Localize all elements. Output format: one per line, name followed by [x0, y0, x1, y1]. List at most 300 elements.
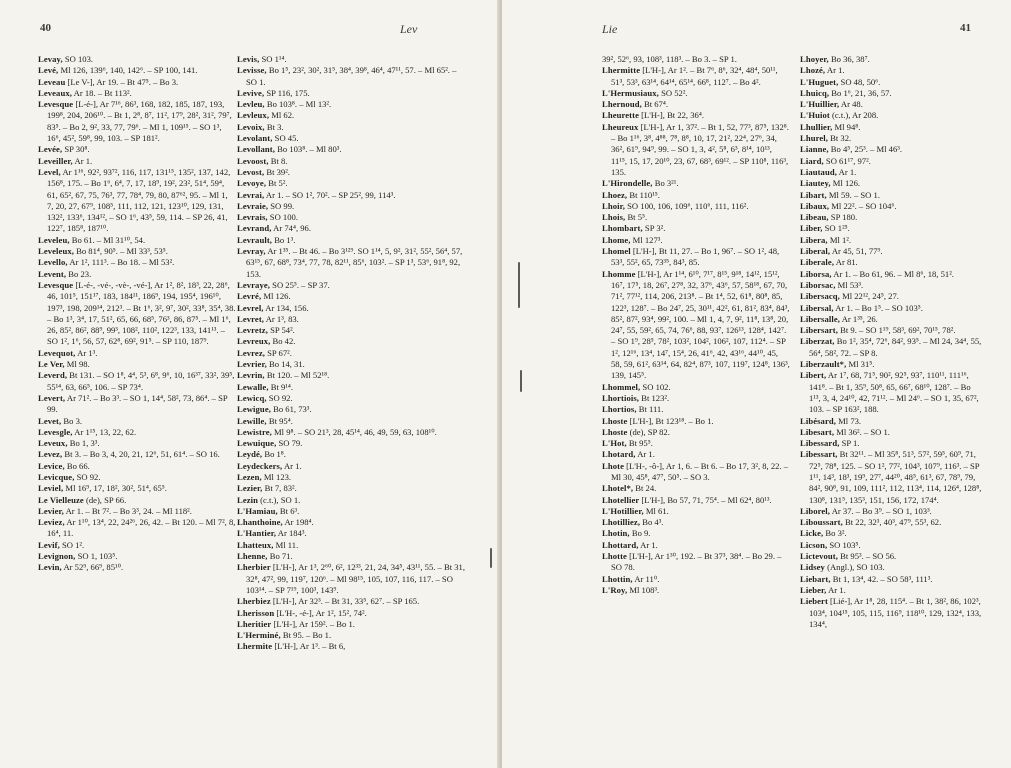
- entry-references: Ml 22². – SO 104⁶.: [829, 200, 897, 211]
- entry-references: [L'H-], Ar 1¹⁴, 6¹⁰, 7¹⁷, 8¹⁵, 9¹⁸, 14¹², 15¹², 16⁷, 17⁵, 18, 26⁷, 27⁸, 32, 37⁶, 43⁶, 57, 58¹⁸, 67, 70, 71², 77¹², 114, 206, 213⁸. – Bt 1⁴, 52, 61⁸, 80⁸, 85, 122³, 128⁷. – Bo 24⁷, 25, 30¹¹, 42², 61, 81², 83⁴, 84³, 85², 87², 93⁴, 99², 100. – Ml 1, 4, 7, 9², 11⁸, 13⁸, 20, 24⁷, 55, 59², 65, 74, 76⁶, 88, 93⁷, 126¹³, 128⁴, 142⁷. – SO 1⁹, 28⁵, 78², 103², 104², 106², 107, 112⁴. – SP 1², 12¹⁶, 13⁴, 14⁷, 15⁴, 26, 41⁶, 42, 43¹⁶, 44¹⁰, 45, 58, 59, 61², 63¹⁴, 64, 82⁴, 87³, 107, 119⁷, 124⁸, 136³, 139, 145⁵.: [611, 268, 790, 381]
- entry-headword: Lhombart,: [602, 223, 643, 234]
- entry-headword: Lhortiois,: [602, 392, 640, 403]
- entry-headword: Lewigue,: [237, 404, 271, 415]
- entry-headword: Levive,: [237, 87, 265, 98]
- entry-references: Ml 108³.: [627, 584, 660, 595]
- entry-references: Ar 1.: [635, 449, 655, 460]
- entry-headword: Lheritier: [237, 618, 272, 629]
- index-entry: [800, 314, 982, 325]
- entry-headword: Libersalle,: [800, 313, 841, 324]
- index-entry: [237, 495, 469, 506]
- entry-headword: Lhoste: [602, 415, 628, 426]
- entry-references: [L'H-], Bt 123¹⁸. – Bo 1.: [627, 415, 714, 426]
- index-entry: [800, 427, 982, 438]
- entry-headword: Levent,: [38, 268, 67, 279]
- margin-mark: [520, 370, 522, 392]
- index-entry: [38, 393, 236, 416]
- entry-headword: Libera,: [800, 234, 828, 245]
- index-entry: [800, 596, 982, 630]
- entry-references: Ar 81.: [834, 257, 858, 268]
- entry-headword: L'Hot,: [602, 438, 627, 449]
- index-entry: [237, 551, 469, 562]
- entry-references: Bt 39².: [264, 166, 290, 177]
- index-entry: [800, 77, 982, 88]
- entry-headword: Lhoez,: [602, 189, 628, 200]
- entry-headword: Liebert: [800, 596, 828, 607]
- index-entry: [237, 133, 469, 144]
- entry-references: [L'H-], Ar 1³, 2⁶⁰, 6², 12³³, 21, 24, 34⁵, 43¹¹, 55. – Bt 31, 32⁸, 47², 99, 119⁷, 120⁶. – Ml 98¹⁵, 105, 107, 116, 117. – SO 103¹⁴. – SP 7¹⁹, 100³, 143⁹.: [246, 562, 466, 595]
- entry-references: Bt 32¹¹. – Ml 35⁸, 51³, 57², 59⁵, 60⁹, 71, 72⁵, 78⁸, 125. – SO 1², 77², 104³, 107⁹, 116³. – SP 1¹¹, 14³, 18³, 19⁹, 27⁷, 44²⁰, 48⁵, 61³, 67, 78⁹, 79, 84², 90⁸, 91, 109, 111², 112, 113⁴, 114, 126⁴, 128⁸, 130⁸, 131⁵, 135³, 151, 156, 172, 174⁴.: [809, 449, 982, 505]
- index-entry: [800, 540, 982, 551]
- index-entry: [237, 336, 469, 347]
- entry-headword: Leydeckers,: [237, 460, 283, 471]
- index-entry: [800, 178, 982, 189]
- index-entry: [602, 190, 790, 201]
- entry-references: SO 92.: [266, 392, 293, 403]
- entry-headword: Lieber,: [800, 584, 827, 595]
- entry-references: Ar 1⁷, 68, 71⁵, 90², 92⁵, 93⁷, 110¹¹, 111¹⁶, 141⁸. – Bt 1, 35⁹, 50⁸, 65, 66⁷, 68¹⁰, 128⁷. – Bo 1¹³, 3, 4, 24¹⁰, 42, 71¹². – Ml 24⁶. – SO 1, 35, 67², 103. – SP 163², 188.: [809, 370, 979, 415]
- entry-headword: Licke,: [800, 528, 824, 539]
- index-entry: [237, 201, 469, 212]
- entry-headword: Levée,: [38, 144, 63, 155]
- entry-headword: L'Hirondelle,: [602, 178, 653, 189]
- index-entry: [602, 88, 790, 99]
- index-entry: [800, 257, 982, 268]
- entry-references: Ml 9⁸. – SO 21³, 28, 45¹⁴, 46, 49, 59, 63, 108¹⁰.: [271, 426, 437, 437]
- index-entry: [237, 528, 469, 539]
- entry-headword: Lhanthoine,: [237, 517, 283, 528]
- entry-headword: Levray,: [237, 246, 266, 257]
- entry-headword: Leydé,: [237, 449, 263, 460]
- index-entry: [237, 608, 469, 619]
- entry-references: Ar 1¹⁶, 92², 93⁷², 116, 117, 131¹⁵, 135², 137, 142, 156⁸, 175. – Bo 1⁶, 6⁴, 7, 17, 18⁹, 19², 23², 51⁴, 59⁴, 61, 65², 67, 75, 76³, 77, 78⁴, 79, 80, 87⁶², 95. – Ml 1, 7, 20, 27, 67⁹, 108⁵, 111, 112, 121, 123¹⁰, 129, 131, 132², 133⁶, 134¹², – SO 1⁶, 43⁵, 59, 114. – SP 26, 41, 122⁷, 185⁸, 187¹⁰.: [47, 166, 231, 234]
- entry-headword: Libessard,: [800, 438, 840, 449]
- entry-references: (de), SP 82.: [627, 426, 670, 437]
- entry-headword: Levrin,: [237, 370, 265, 381]
- entry-headword: Lhote: [602, 460, 624, 471]
- index-entry: [602, 517, 790, 528]
- index-entry: [602, 540, 790, 551]
- entry-references: Bo 1⁸.: [262, 449, 286, 460]
- left-page-number: 40: [40, 22, 51, 34]
- index-entry: [38, 348, 236, 359]
- entry-references: SO 45.: [272, 133, 299, 144]
- entry-headword: Levesque: [38, 99, 74, 110]
- index-entry: [237, 88, 469, 99]
- entry-references: Bo 103⁸. – Ml 80³.: [275, 144, 342, 155]
- entry-references: Ar 1³⁵, 26.: [840, 313, 878, 324]
- entry-headword: L'Herminé,: [237, 630, 281, 641]
- index-entry: [38, 540, 236, 551]
- entry-references: Bo 23.: [66, 268, 92, 279]
- entry-headword: Levis,: [237, 54, 260, 64]
- entry-references: Bt 123².: [639, 392, 670, 403]
- index-entry: [800, 291, 982, 302]
- index-entry: [800, 65, 982, 76]
- entry-references: (Angl.), SO 103.: [824, 562, 885, 573]
- index-entry: [38, 269, 236, 280]
- index-entry: [800, 416, 982, 427]
- entry-headword: Levicque,: [38, 471, 75, 482]
- index-entry: [38, 88, 236, 99]
- index-entry: [38, 167, 236, 235]
- entry-headword: L'Hantier,: [237, 528, 277, 539]
- entry-references: (c.t.), SO 1.: [258, 494, 301, 505]
- entry-references: Bt 110¹⁵.: [627, 189, 660, 200]
- index-entry: [237, 517, 469, 528]
- entry-references: SP 67².: [264, 347, 292, 358]
- entry-headword: Lewalle,: [237, 381, 269, 392]
- right-column-1: [602, 54, 790, 596]
- entry-headword: Levice,: [38, 460, 65, 471]
- entry-headword: Libersal,: [800, 302, 834, 313]
- entry-references: Bo 71.: [267, 551, 293, 562]
- entry-references: Bt 95⁴.: [266, 415, 293, 426]
- index-entry: [800, 235, 982, 246]
- entry-headword: Lezen,: [237, 471, 262, 482]
- entry-headword: Libesart,: [800, 426, 835, 437]
- entry-headword: Lhoste: [602, 426, 628, 437]
- entry-references: Bt 5².: [266, 178, 288, 189]
- index-entry: [602, 483, 790, 494]
- entry-references: Bt 95⁵.: [626, 438, 653, 449]
- index-entry: [602, 416, 790, 427]
- entry-headword: Le Ver,: [38, 359, 65, 370]
- entry-headword: Levoye,: [237, 178, 267, 189]
- entry-headword: Levay,: [38, 54, 63, 64]
- entry-headword: Leveleux,: [38, 246, 74, 257]
- index-entry: [800, 133, 982, 144]
- index-entry: [237, 506, 469, 517]
- entry-references: Bo 81⁴, 90⁵. – Ml 33³, 53⁵.: [73, 246, 168, 257]
- index-entry: [237, 562, 469, 596]
- entry-references: [L'H-], Bo 57, 71, 75⁴. – Ml 62⁴, 80¹³.: [639, 494, 772, 505]
- index-entry: [800, 269, 982, 280]
- entry-references: Ar 18. – Bt 113².: [71, 87, 132, 98]
- index-entry: [800, 336, 982, 359]
- index-entry: [800, 438, 982, 449]
- index-entry: [800, 88, 982, 99]
- entry-references: 39², 52⁶, 93, 108³, 118³. – Bo 3. – SP 1.: [602, 54, 737, 64]
- index-entry: [800, 190, 982, 201]
- entry-headword: Lhotin,: [602, 528, 630, 539]
- index-entry: [800, 156, 982, 167]
- entry-references: Ml 36². – SO 1.: [834, 426, 890, 437]
- entry-headword: Lherisson: [237, 607, 275, 618]
- entry-headword: Lhotte: [602, 551, 627, 562]
- entry-headword: Lezier,: [237, 483, 263, 494]
- entry-headword: Lhotilliez,: [602, 517, 641, 528]
- index-entry: [800, 585, 982, 596]
- entry-references: SO 100, 106, 109⁶, 110⁶, 111, 116².: [624, 200, 749, 211]
- entry-references: [L'H-], Bt 22, 36⁴.: [639, 110, 704, 121]
- entry-references: Bt 95. – Bo 1.: [280, 630, 332, 641]
- entry-headword: Lheurette: [602, 110, 640, 121]
- entry-references: [L'H-], Ar 1³. – Bt 6,: [272, 641, 346, 652]
- index-entry: [237, 99, 469, 110]
- index-entry: [800, 517, 982, 528]
- entry-headword: Libert,: [800, 370, 827, 381]
- entry-references: SO 52².: [658, 87, 688, 98]
- entry-headword: Lheureux: [602, 121, 639, 132]
- entry-headword: Lewistre,: [237, 426, 272, 437]
- index-entry: [237, 280, 469, 291]
- entry-headword: Lewuique,: [237, 438, 277, 449]
- index-entry: [237, 630, 469, 641]
- index-entry: [38, 449, 236, 460]
- entry-headword: Levost,: [237, 166, 265, 177]
- entry-headword: Liautey,: [800, 178, 831, 189]
- entry-references: Bo 61. – Ml 31¹⁰, 54.: [69, 234, 146, 245]
- right-page-number: 41: [960, 22, 971, 34]
- entry-headword: Levello,: [38, 257, 68, 268]
- entry-headword: Lhomel: [602, 246, 631, 257]
- index-entry: [602, 449, 790, 460]
- index-entry: [38, 144, 236, 155]
- entry-headword: Lianne,: [800, 144, 829, 155]
- entry-references: Ar 1. – Bo 1⁵. – SO 103⁵.: [833, 302, 923, 313]
- entry-headword: Lhurel,: [800, 133, 829, 144]
- right-running-head: Lie: [602, 22, 618, 36]
- entry-headword: Lewille,: [237, 415, 267, 426]
- entry-headword: Levif,: [38, 539, 60, 550]
- entry-references: [L'H-], Ar 32³. – Bt 31, 33⁵, 62⁷. – SP 165.: [270, 596, 420, 607]
- entry-references: Ml 59. – SO 1.: [826, 189, 880, 200]
- index-entry: [38, 427, 236, 438]
- entry-references: Bo 14, 31.: [266, 359, 305, 370]
- entry-headword: Lidsey: [800, 562, 825, 573]
- index-entry: [38, 416, 236, 427]
- index-entry: [237, 190, 469, 201]
- margin-mark: [518, 262, 520, 308]
- index-entry: [237, 472, 469, 483]
- index-entry: [800, 562, 982, 573]
- entry-headword: L'Huiot: [800, 110, 830, 121]
- index-entry: [38, 77, 236, 88]
- entry-references: SO 1².: [59, 539, 85, 550]
- entry-references: Bt 8.: [268, 155, 288, 166]
- entry-references: SO 92.: [74, 471, 101, 482]
- entry-headword: Lhozé,: [800, 65, 826, 76]
- entry-references: SP 180.: [828, 212, 858, 223]
- entry-references: SO 1¹⁴.: [259, 54, 287, 64]
- entry-headword: Levé,: [38, 65, 59, 76]
- index-entry: [38, 54, 236, 65]
- entry-headword: Liborsac,: [800, 279, 836, 290]
- index-entry: [237, 596, 469, 607]
- index-entry: [237, 416, 469, 427]
- entry-headword: Lhermitte: [602, 65, 641, 76]
- entry-references: Ml 11.: [273, 539, 299, 550]
- entry-references: Bo 9.: [629, 528, 651, 539]
- entry-headword: Levet,: [38, 415, 62, 426]
- entry-references: [L'H-], Bt 11, 27. – Bo 1, 96⁷. – SO 1², 48, 53³, 55², 65, 73³⁵, 84³, 85.: [611, 246, 780, 268]
- entry-references: [L'H-, -é-], Ar 1², 15², 74².: [274, 607, 367, 618]
- entry-headword: Leveaux,: [38, 87, 72, 98]
- entry-references: Bo 61, 73³.: [270, 404, 312, 415]
- entry-references: Ml 61.: [643, 505, 669, 516]
- left-page: [0, 0, 500, 768]
- entry-headword: Libart,: [800, 189, 827, 200]
- entry-references: Ar 1.: [638, 539, 658, 550]
- entry-references: Ar 1.: [826, 584, 846, 595]
- entry-headword: Levrez,: [237, 347, 265, 358]
- entry-references: Ml 1².: [827, 234, 852, 245]
- index-entry: [800, 359, 982, 370]
- index-entry: [237, 212, 469, 223]
- index-entry: [38, 438, 236, 449]
- entry-headword: Levolant,: [237, 133, 273, 144]
- entry-headword: Levesque: [38, 279, 74, 290]
- entry-headword: Lhortios,: [602, 404, 637, 415]
- index-entry: [237, 641, 469, 652]
- index-entry: [38, 246, 236, 257]
- entry-headword: Leviez,: [38, 517, 65, 528]
- entry-headword: Levollant,: [237, 144, 276, 155]
- entry-references: [L'H-], Ar 1, 37². – Bt 1, 52, 77³, 87⁵, 132⁸. – Bo 1¹⁶, 3⁸, 4⁸⁸, 7⁸, 8⁸, 10, 17, 21², 22⁴, 27⁶, 34, 36², 61⁹, 94⁹, 99. – SO 1, 3, 4², 5⁸, 6³, 8¹⁴, 10¹³, 11¹⁵, 15, 17, 20¹⁰, 23, 67, 68³, 69¹². – SP 110⁸, 116³, 135.: [611, 121, 789, 177]
- entry-references: Bo 36, 38⁷.: [828, 54, 870, 64]
- entry-references: SO 61¹⁷, 97².: [823, 155, 871, 166]
- index-entry: [237, 156, 469, 167]
- index-entry: [800, 280, 982, 291]
- entry-headword: Levleux,: [237, 110, 270, 121]
- entry-references: SO 79.: [276, 438, 303, 449]
- index-entry: [38, 517, 236, 540]
- entry-references: Ar 1¹⁵, 13, 22, 62.: [72, 426, 137, 437]
- index-entry: [237, 382, 469, 393]
- entry-headword: Levrand,: [237, 223, 272, 234]
- entry-references: Ar 45, 51, 77⁹.: [830, 246, 883, 257]
- index-entry: [237, 359, 469, 370]
- index-entry: [237, 314, 469, 325]
- entry-headword: Libessart,: [800, 449, 838, 460]
- entry-headword: Liebart,: [800, 573, 831, 584]
- index-entry: [800, 574, 982, 585]
- entry-references: Ar 11⁰.: [632, 573, 660, 584]
- entry-references: Ar 1.: [825, 65, 845, 76]
- entry-references: SP 54².: [267, 325, 295, 336]
- entry-headword: L'Hotillier,: [602, 505, 644, 516]
- entry-headword: Levrault,: [237, 234, 273, 245]
- entry-references: Bt 7, 83².: [262, 483, 297, 494]
- entry-references: [L'H-], Ar 1². – Bt 7⁶, 8⁶, 32⁴, 48⁴, 50¹¹, 51³, 53³, 63¹⁴, 64¹⁴, 65¹⁴, 66⁸, 112⁷. – Bo 4².: [611, 65, 778, 87]
- index-entry: [800, 551, 982, 562]
- index-entry: [38, 99, 236, 144]
- entry-references: Ar 1. – Bt 7². – Bo 3³, 24. – Ml 118².: [63, 505, 192, 516]
- entry-references: Ml 16⁹, 17, 18², 30², 51⁴, 65⁵.: [63, 483, 167, 494]
- entry-headword: Lhenne,: [237, 551, 268, 562]
- entry-headword: Lherbier: [237, 562, 271, 573]
- index-entry: [800, 325, 982, 336]
- entry-headword: Lhatteux,: [237, 539, 274, 550]
- entry-references: (de), SP 66.: [83, 494, 127, 505]
- entry-headword: Lhernoud,: [602, 99, 642, 110]
- entry-references: Bt 1, 13⁴, 42. – SO 58³, 111³.: [830, 573, 933, 584]
- entry-references: Ar 37. – Bo 3⁹. – SO 1, 103³.: [830, 505, 932, 516]
- entry-headword: L'Roy,: [602, 584, 628, 595]
- entry-references: Bt 131. – SO 1⁸, 4⁴, 5³, 6⁸, 9⁶, 10, 16³⁷, 33², 39⁵, 55¹⁴, 63, 66⁵, 106. – SP 73⁴.: [47, 370, 235, 392]
- entry-references: Ar 1. – Bo 61, 96. – Ml 8⁶, 18, 51².: [831, 268, 954, 279]
- index-entry: [602, 495, 790, 506]
- entry-headword: Libersacq,: [800, 291, 840, 302]
- entry-references: Bt 32.: [828, 133, 852, 144]
- entry-headword: Liberzat,: [800, 336, 835, 347]
- entry-references: Ar 198⁴.: [282, 517, 314, 528]
- index-entry: [237, 540, 469, 551]
- entry-headword: Le Vielleuze: [38, 494, 84, 505]
- entry-headword: Levraie,: [237, 200, 269, 211]
- index-entry: [602, 178, 790, 189]
- index-entry: [602, 65, 790, 88]
- entry-headword: Leveleu,: [38, 234, 70, 245]
- entry-references: Ml 73.: [836, 415, 862, 426]
- index-entry: [38, 65, 236, 76]
- entry-references: Ar 1², 111³. – Bo 18. – Ml 53².: [67, 257, 175, 268]
- entry-headword: Leveux,: [38, 438, 68, 449]
- entry-headword: Levrier,: [237, 359, 267, 370]
- index-entry: [800, 506, 982, 517]
- index-entry: [800, 246, 982, 257]
- entry-references: [L-é-], Ar 7¹⁶, 86³, 168, 182, 185, 187, 193, 199⁸, 204, 206¹⁰. – Bt 1, 2⁸, 8⁷, 11², 17⁹, 28², 31², 79⁷, 83⁵. – Bo 2, 9², 33, 77, 79⁶. – Ml 1, 109¹⁵. – SO 1³, 16⁶, 45², 59⁸, 99, 103. – SP 181².: [47, 99, 232, 144]
- entry-references: [Lié-], Ar 1⁸, 28, 115⁴. – Bt 1, 38², 86, 102³, 103⁴, 104¹⁵, 105, 115, 116⁹, 118¹⁰, 129, 132⁴, 133, 134⁴,: [809, 596, 982, 629]
- index-entry: [237, 223, 469, 234]
- index-entry: [237, 325, 469, 336]
- left-column-2: [237, 54, 469, 653]
- index-entry: [38, 472, 236, 483]
- index-entry: [237, 619, 469, 630]
- entry-headword: Liberzault*,: [800, 359, 847, 370]
- entry-headword: Lhotellier: [602, 494, 640, 505]
- index-entry: [237, 110, 469, 121]
- index-entry: [602, 528, 790, 539]
- entry-headword: Levisse,: [237, 65, 267, 76]
- entry-references: Ar 184³.: [276, 528, 307, 539]
- entry-references: Bo 1, 3³.: [67, 438, 100, 449]
- index-entry: [237, 122, 469, 133]
- index-entry: [602, 54, 790, 65]
- index-entry: [602, 438, 790, 449]
- entry-references: [L'H-], Ar 159². – Bo 1.: [271, 618, 355, 629]
- index-entry: [602, 461, 790, 484]
- entry-headword: Lherbiez: [237, 596, 271, 607]
- index-entry: [602, 246, 790, 269]
- index-entry: [800, 144, 982, 155]
- entry-references: Bo 4³.: [640, 517, 664, 528]
- entry-references: Ml 62.: [269, 110, 295, 121]
- index-entry: [602, 110, 790, 121]
- index-entry: [602, 122, 790, 178]
- index-entry: [602, 201, 790, 212]
- entry-headword: Level,: [38, 166, 61, 177]
- index-entry: [800, 528, 982, 539]
- entry-references: SP 30⁸.: [62, 144, 90, 155]
- index-entry: [602, 223, 790, 234]
- entry-references: SO 48, 50⁶.: [838, 76, 881, 87]
- entry-references: SO 1²⁵.: [822, 223, 850, 234]
- entry-references: Ar 52⁹, 66⁹, 85¹⁰.: [61, 562, 124, 573]
- entry-references: [Le V-], Ar 19. – Bt 47⁵. – Bo 3.: [65, 76, 179, 87]
- entry-references: Bo 1³.: [272, 234, 296, 245]
- index-entry: [38, 551, 236, 562]
- index-entry: [800, 223, 982, 234]
- entry-headword: Liborel,: [800, 505, 831, 516]
- entry-headword: L'Huguet,: [800, 76, 839, 87]
- entry-headword: Liautaud,: [800, 166, 837, 177]
- index-entry: [602, 235, 790, 246]
- entry-references: Bo 4⁵, 25³. – Ml 46³.: [828, 144, 902, 155]
- right-column-2: [800, 54, 982, 630]
- entry-headword: Leverd,: [38, 370, 68, 381]
